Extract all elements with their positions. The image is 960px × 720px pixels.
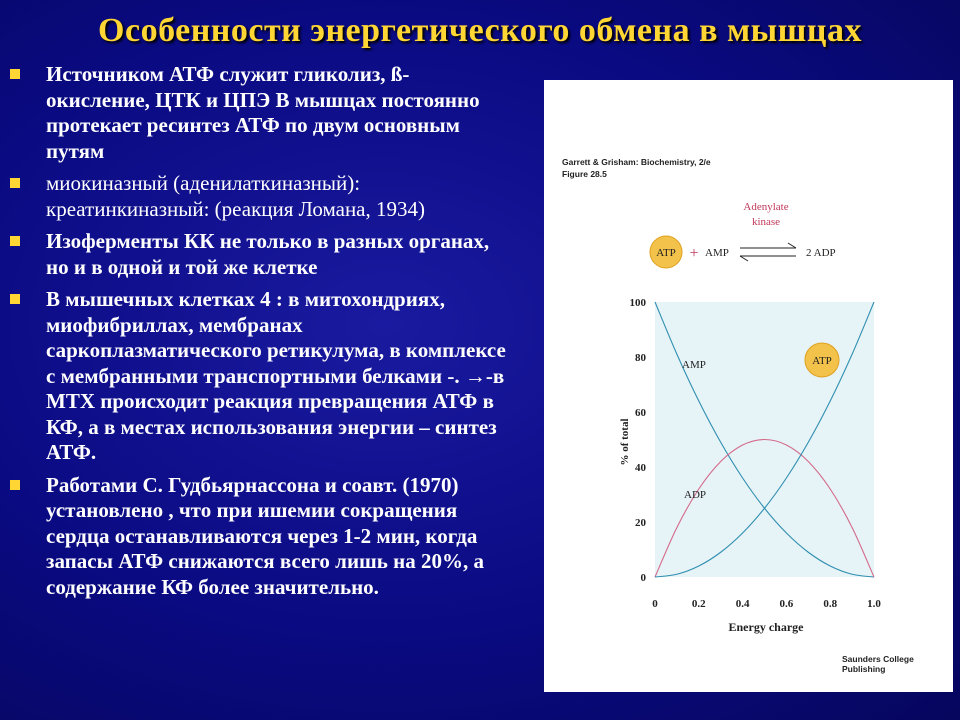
x-tick-label: 1.0 [867,598,881,610]
plus-sign: + [689,245,699,262]
energy-charge-chart [619,297,881,634]
y-tick-label: 0 [640,572,646,584]
y-axis-label: % of total [619,418,631,466]
y-tick-label: 100 [629,297,646,309]
atp-badge-label: ATP [656,247,676,259]
enzyme-name-line2: kinase [751,216,781,228]
bullet-text: миокиназный (аденилаткиназный): креатинкиназный: (реакция Ломана, 1934) [46,171,425,221]
figure-number: Figure 28.5 [562,169,607,179]
enzyme-name-line1: Adenylate [743,201,789,213]
publisher-credit: Saunders College Publishing [842,654,914,674]
figure-svg [544,80,953,692]
bullet-text: Работами С. Гудбьярнассона и соавт. (1970) установлено , что при ишемии сокращения сердца останавливаются через 1-2 мин, когда запасы АТФ снижаются всего лишь на 20%, а содержание КФ более значительно. [46,472,484,599]
bullet-item [10,229,515,280]
y-tick-label: 80 [635,352,646,364]
figure-credit: Garrett & Grisham: Biochemistry, 2/e [562,157,711,167]
bullet-square-icon [10,178,20,188]
x-tick-label: 0 [652,598,658,610]
y-tick-label: 40 [635,462,646,474]
bullet-text: Источником АТФ служит гликолиз, ß- окисление, ЦТК и ЦПЭ В мышцах постоянно протекает ресинтез АТФ по двум основным путям [46,62,480,163]
bullet-item [10,62,515,164]
series-label-amp: AMP [682,359,706,371]
x-axis-label: Energy charge [728,620,804,634]
reaction-amp: AMP [705,247,729,259]
x-tick-label: 0.2 [691,598,706,610]
bullet-square-icon [10,69,20,79]
series-label-adp: ADP [684,489,707,501]
bullet-list [10,62,515,607]
atp-curve-badge-label: ATP [812,355,832,367]
bullet-text: В мышечных клетках 4 : в митохондриях, миофибриллах, мембранах саркоплазматического ретикулума, в комплексе с мембранными транспортными белками -. →-в МТХ происходит реакция превращения АТФ в КФ, а в местах использования энергии – синтез АТФ. [46,287,506,464]
y-tick-label: 60 [635,407,646,419]
bullet-item [10,473,515,601]
bullet-square-icon [10,294,20,304]
bullet-square-icon [10,480,20,490]
x-tick-label: 0.8 [823,598,838,610]
x-tick-label: 0.6 [779,598,794,610]
reaction-product: 2 ADP [806,247,836,259]
y-tick-label: 20 [635,517,646,529]
bullet-item [10,287,515,466]
figure-panel [544,80,953,692]
bullet-text: Изоферменты КК не только в разных органах, но и в одной и той же клетке [46,229,490,279]
bullet-square-icon [10,236,20,246]
equilibrium-arrows-icon [740,243,796,261]
slide-title: Особенности энергетического обмена в мышцах [98,12,862,49]
x-tick-label: 0.4 [735,598,750,610]
bullet-item [10,171,515,222]
